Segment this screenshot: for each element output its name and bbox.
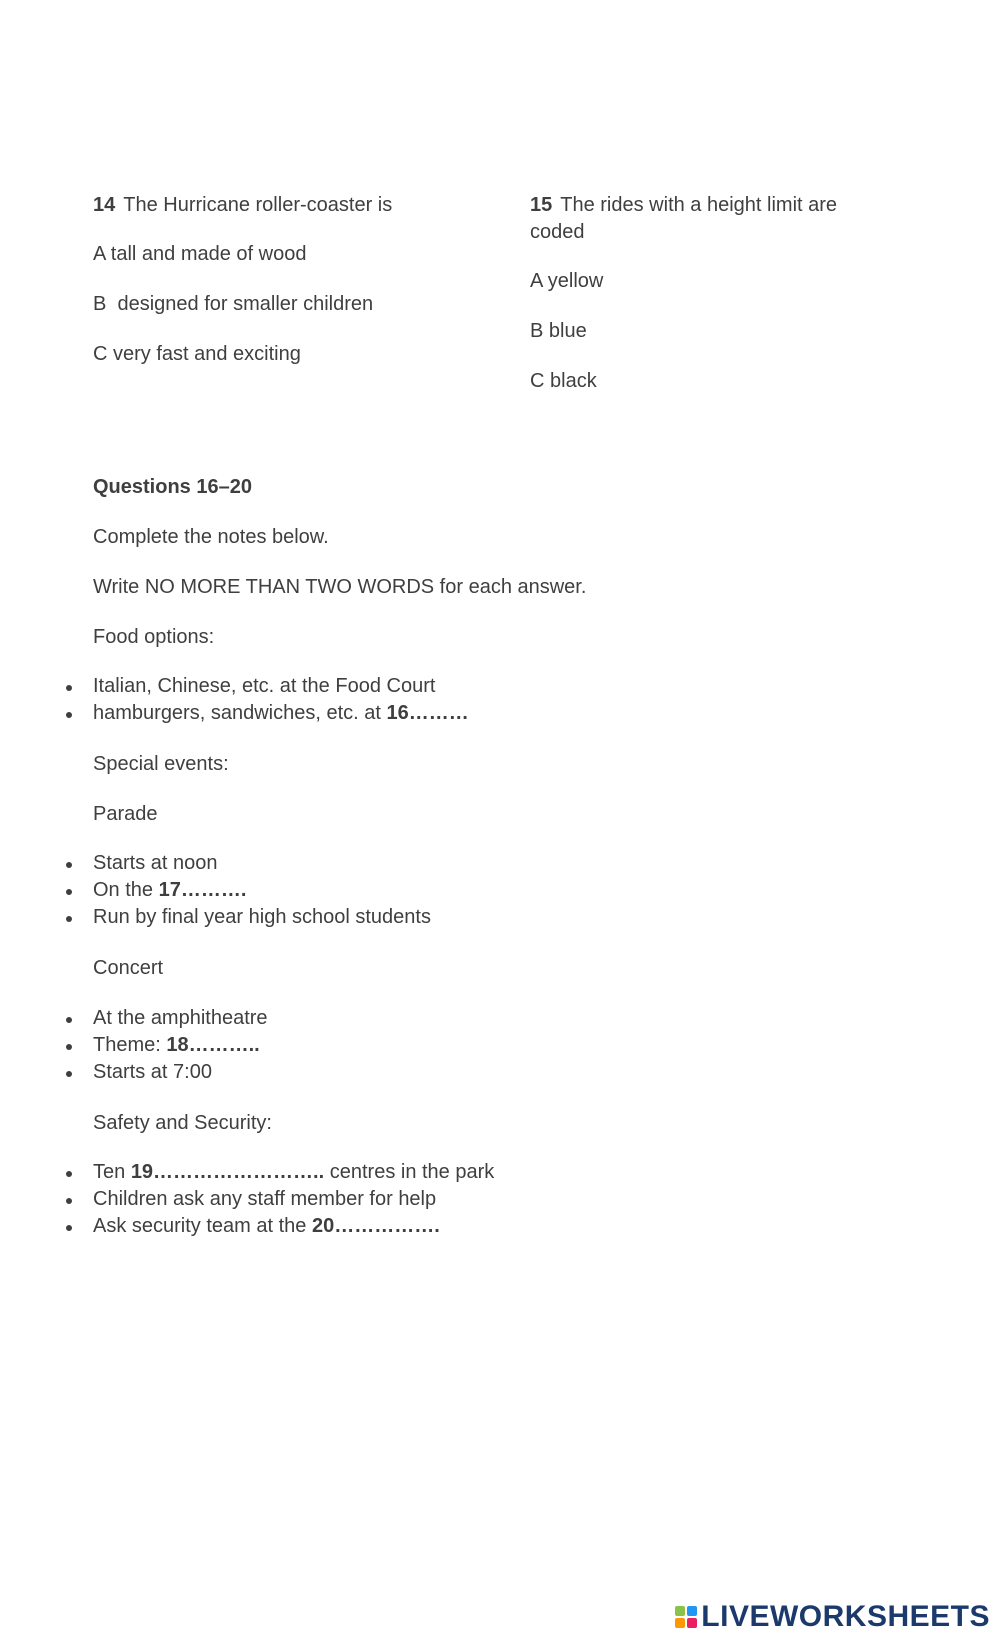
answer-gap-16[interactable]: 16……… — [386, 702, 469, 724]
question-15-option-a: A yellow — [530, 270, 604, 292]
question-14-option-a: A tall and made of wood — [93, 243, 307, 265]
answer-gap-18[interactable]: 18……….. — [166, 1034, 260, 1056]
parade-label: Parade — [93, 803, 158, 825]
section-heading: Questions 16–20 — [93, 476, 252, 498]
list-item: Children ask any staff member for help — [93, 1186, 494, 1213]
question-14-option-b: B designed for smaller children — [93, 293, 374, 315]
list-item: Italian, Chinese, etc. at the Food Court — [93, 673, 469, 700]
question-15-stem: 15 The rides with a height limit are coded — [530, 194, 838, 243]
list-item: Theme: 18……….. — [93, 1032, 268, 1059]
concert-list — [93, 1005, 268, 1086]
list-item: On the 17………. — [93, 877, 431, 904]
logo-text: LIVEWORKSHEETS — [701, 1599, 990, 1633]
question-15 — [530, 192, 860, 418]
list-item: Ten 19…………………….. centres in the park — [93, 1159, 494, 1186]
special-events-label: Special events: — [93, 753, 229, 775]
answer-gap-20[interactable]: 20……………. — [311, 1215, 440, 1237]
concert-label: Concert — [93, 957, 164, 979]
list-item: Starts at noon — [93, 850, 431, 877]
answer-gap-19[interactable]: 19…………………….. — [130, 1161, 325, 1183]
question-14-stem: 14 The Hurricane roller-coaster is — [93, 194, 393, 216]
question-14-option-c: C very fast and exciting — [93, 343, 301, 365]
instruction-complete: Complete the notes below. — [93, 526, 329, 548]
safety-list — [93, 1159, 494, 1240]
list-item: At the amphitheatre — [93, 1005, 268, 1032]
list-item: Run by final year high school students — [93, 904, 431, 931]
logo-mark-icon — [675, 1606, 697, 1628]
instruction-word-limit: Write NO MORE THAN TWO WORDS for each answer. — [93, 576, 587, 598]
liveworksheets-logo — [675, 1597, 990, 1638]
question-15-number: 15 — [530, 194, 553, 216]
food-options-label: Food options: — [93, 626, 215, 648]
question-14 — [93, 192, 493, 391]
question-14-number: 14 — [93, 194, 116, 216]
question-15-option-b: B blue — [530, 320, 587, 342]
safety-security-label: Safety and Security: — [93, 1112, 272, 1134]
list-item: Starts at 7:00 — [93, 1059, 268, 1086]
food-list — [93, 673, 469, 727]
list-item: hamburgers, sandwiches, etc. at 16……… — [93, 700, 469, 727]
answer-gap-17[interactable]: 17………. — [158, 879, 247, 901]
question-15-option-c: C black — [530, 370, 597, 392]
parade-list — [93, 850, 431, 931]
list-item: Ask security team at the 20……………. — [93, 1213, 494, 1240]
